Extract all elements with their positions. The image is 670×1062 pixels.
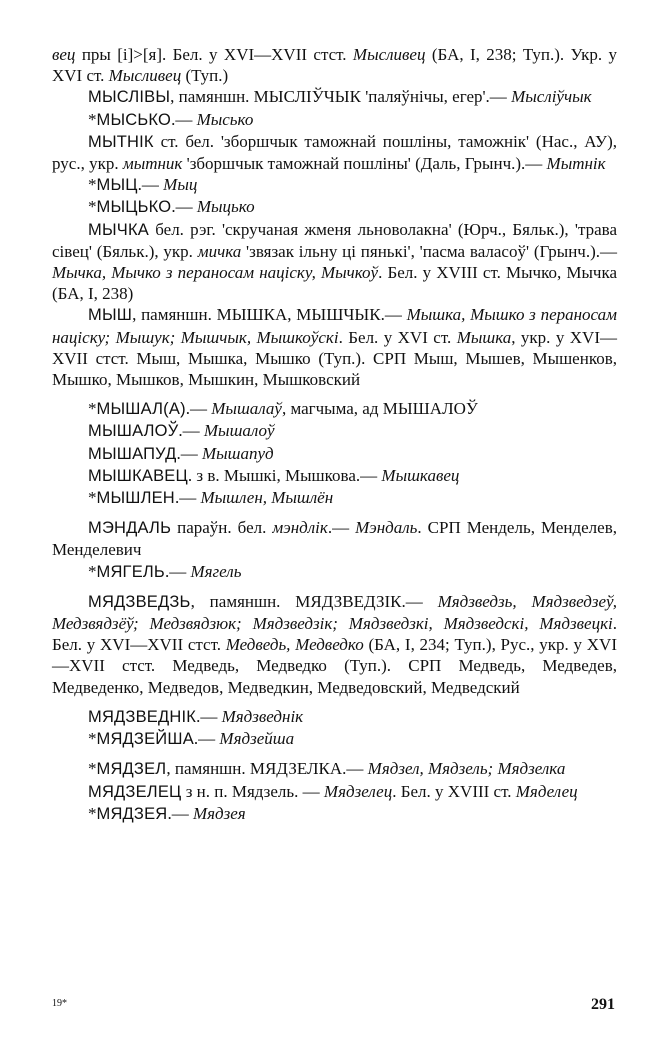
entry-text: , памяншн. МЯДЗЕЛКА.— (166, 759, 368, 779)
entry-italic: мичка (197, 241, 242, 261)
entry-prefix: * (88, 197, 97, 217)
entry-headword: МЯДЗЕЯ (96, 804, 168, 823)
entry-italic: Мысліўчык (511, 87, 592, 107)
entry-text: 'звязак ільну ці пянькі', 'пасма валасоў' (Грынч.).— (241, 241, 617, 261)
entry-text: (БА, I, 234; Туп.), Рус., укр. у XVI—XVII стст. Медведь, Медведко (Туп.). СРП Медведь, Медведев, Медведенко, Медведов, Медведкин, Медведовский, Медведский (52, 635, 617, 697)
entry-text: .— (193, 729, 220, 749)
entry-headword: МЫШЛЕН (96, 489, 175, 508)
entry-headword: МЫЦ (96, 176, 138, 195)
entry-text: .— (164, 561, 191, 581)
entry-prefix: * (88, 399, 97, 419)
entry-italic: Мыцько (196, 197, 255, 217)
entry-9 (52, 420, 617, 442)
entry-text: .— (178, 421, 204, 441)
entry-text: .— (196, 706, 222, 726)
entry-text: . Бел. у XVIII ст. Мычко, Мычка (БА, I, 238) (52, 263, 617, 304)
entry-6 (52, 219, 617, 305)
entry-italic: Мысливец (352, 45, 426, 64)
entry-italic: Мядзведзь, Мядзведзеў, Медзвядзёў; Медзвядзюк; Мядзведзік; Мядзведзкі, Мядзведскі, Мядзвецкі (52, 591, 617, 634)
entry-11 (52, 465, 617, 487)
entry-italic: Мягель (190, 561, 242, 581)
entry-19 (52, 781, 617, 803)
dictionary-page (52, 44, 617, 825)
entry-15 (52, 591, 617, 698)
entry-italic: Мышалаў (211, 399, 282, 419)
entry-prefix: * (88, 175, 97, 195)
entry-text: (БА, I, 238; Туп.). Укр. у XVI ст. (52, 45, 617, 86)
entry-italic: Мядзея (192, 803, 246, 823)
entry-italic: Мяделец (515, 781, 578, 801)
entry-text: , памяншн. МЯДЗВЕДЗІК.— (190, 591, 438, 611)
entry-text: ст. бел. 'зборшчык таможнай пошліны, таможнік' (Нас., АУ), рус., укр. (52, 131, 617, 174)
entry-italic: мытник (122, 154, 183, 174)
entry-headword: МЫШАПУД (88, 444, 177, 463)
entry-prefix: * (88, 759, 97, 779)
entry-text: .— (167, 803, 193, 823)
entry-headword: МЯДЗЕЙША (96, 730, 194, 749)
entry-text: . з в. Мышкі, Мышкова.— (187, 465, 382, 485)
entry-5 (52, 196, 617, 218)
entry-italic: вец (52, 45, 76, 64)
entry-italic: Мышка, Мышко з пераносам націску; Мышук; Мышчык, Мышкоўскі (52, 305, 618, 347)
entry-italic: Мэндаль (355, 518, 418, 538)
entry-text: .— (137, 175, 164, 195)
entry-text: .— (185, 399, 212, 419)
entry-italic: Мядзведнік (221, 706, 304, 726)
entry-headword: МЯГЕЛЬ (96, 562, 165, 581)
entry-text: , памяншн. МЫСЛІЎЧЫК 'паляўнічы, егер'.— (170, 87, 512, 107)
entry-headword: МЫШ (88, 306, 133, 325)
entry-text: бел. рэг. 'скручаная жменя льноволакна' (Юрч., Бяльк.), 'трава сівец' (Бяльк.), укр. (52, 219, 617, 261)
page-footer (52, 996, 617, 1016)
entry-italic: Мысливец (108, 66, 182, 86)
entry-text: . СРП Мендель, Менделев, Менделевич (52, 518, 617, 560)
entry-headword: МЯДЗЕЛЕЦ (88, 782, 182, 801)
entry-2 (52, 109, 617, 131)
entry-text: .— (174, 488, 201, 508)
entry-text: . Бел. у XVI—XVII стст. (52, 614, 617, 655)
entry-16 (52, 706, 617, 728)
entry-prefix: * (88, 109, 97, 129)
entry-headword: МЫШКАВЕЦ (88, 466, 188, 485)
entry-text: з н. п. Мядзель. — (181, 781, 324, 801)
entry-prefix: * (88, 803, 97, 823)
entry-8 (52, 398, 617, 420)
entry-italic: мэндлік (272, 518, 328, 538)
entry-italic: Мышкавец (381, 465, 460, 485)
entry-3 (52, 131, 617, 174)
entry-12 (52, 487, 617, 509)
entry-prefix: * (88, 561, 97, 581)
entry-headword: МЫСЬКО (96, 110, 172, 129)
entry-text: , магчыма, ад МЫШАЛОЎ (281, 399, 478, 419)
page-number: 291 (591, 996, 615, 1013)
entry-italic: Мядзелец (323, 781, 393, 801)
entry-17 (52, 728, 617, 750)
entry-italic: Мысько (196, 109, 254, 129)
entry-headword: МЫТНІК (88, 132, 154, 151)
entry-italic: Мышлен, Мышлён (200, 488, 334, 508)
entry-4 (52, 174, 617, 196)
entry-italic: Мышалоў (203, 421, 275, 441)
entry-text: .— (171, 197, 197, 217)
entry-text: .— (176, 443, 202, 463)
entry-italic: Мытнік (546, 154, 606, 174)
entry-text: , памяншн. МЫШКА, МЫШЧЫК.— (132, 305, 407, 325)
entry-prefix: * (88, 488, 97, 508)
entry-headword: МЭНДАЛЬ (88, 519, 172, 538)
entry-italic: Мышапуд (201, 443, 274, 463)
entry-headword: МЫШАЛ(А) (96, 400, 186, 419)
entry-10 (52, 443, 617, 465)
entry-headword: МЫСЛІВЫ (88, 88, 171, 107)
entry-italic: Мычка, Мычко з пераносам націску, Мычкоў (52, 263, 379, 283)
entry-0 (52, 44, 617, 86)
entry-14 (52, 561, 617, 583)
entry-headword: МЯДЗВЕДНІК (88, 707, 197, 726)
entry-text: 'зборшчык таможнай пошліны' (Даль, Грынч.).— (182, 154, 547, 174)
signature-mark: 19* (52, 998, 67, 1009)
entry-text: .— (327, 518, 356, 538)
entry-7 (52, 304, 617, 390)
entry-20 (52, 803, 617, 825)
entry-italic: Мышка (456, 327, 512, 347)
entry-prefix: * (88, 729, 97, 749)
entry-text: . Бел. у XVIII ст. (392, 781, 516, 801)
entry-headword: МЫШАЛОЎ (88, 422, 179, 441)
entry-italic: Мядзел, Мядзель; Мядзелка (367, 759, 566, 779)
entry-text: пры [і]>[я]. Бел. у XVI—XVII стст. (75, 45, 353, 64)
entry-text: параўн. бел. (171, 518, 273, 538)
entry-italic: Мыц (163, 175, 198, 195)
entry-text: . Бел. у XVI ст. (338, 327, 457, 347)
entry-headword: МЫЧКА (88, 220, 149, 239)
entry-18 (52, 758, 617, 780)
entry-text: .— (171, 109, 197, 129)
entry-headword: МЯДЗВЕДЗЬ (88, 592, 191, 611)
entry-13 (52, 517, 617, 560)
entry-italic: Медведь, Медведко (225, 635, 364, 655)
entry-text: (Туп.) (181, 66, 229, 86)
entry-italic: Мядзейша (219, 729, 295, 749)
entry-1 (52, 86, 617, 108)
entry-headword: МЯДЗЕЛ (96, 760, 167, 779)
entries-list (52, 86, 617, 825)
entry-headword: МЫЦЬКО (96, 198, 172, 217)
entry-text: , укр. у XVI—XVII стст. Мыш, Мышка, Мышко (Туп.). СРП Мыш, Мышев, Мышенков, Мышко, Мышков, Мышкин, Мышковский (52, 327, 617, 390)
